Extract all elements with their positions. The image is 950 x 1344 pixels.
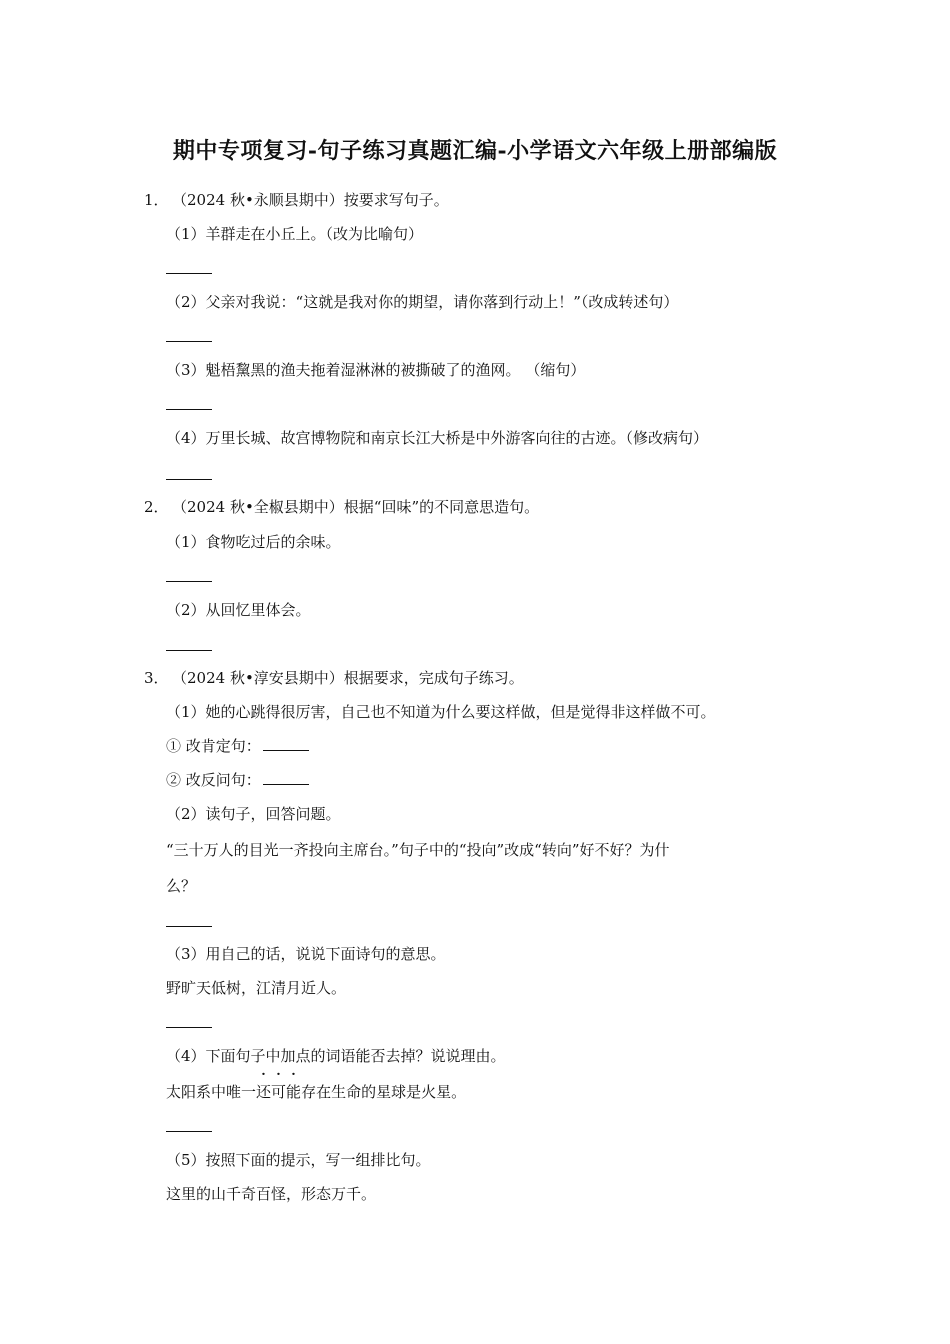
question-3-sub-4: （4）下面句子中加点的词语能否去掉？说说理由。 bbox=[166, 1047, 506, 1065]
emphasized-char: 能 bbox=[286, 1083, 302, 1101]
question-1-stem bbox=[144, 190, 449, 210]
question-3-sub-2: （2）读句子，回答问题。 bbox=[166, 805, 341, 823]
answer-blank[interactable] bbox=[166, 273, 212, 274]
sentence-prefix: 太阳系中唯一 bbox=[166, 1083, 257, 1101]
question-3-sub-3: （3）用自己的话，说说下面诗句的意思。 bbox=[166, 945, 446, 963]
question-3-sub-4-sentence bbox=[166, 1082, 466, 1102]
question-1-sub-4: （4）万里长城、故宫博物院和南京长江大桥是中外游客向往的古迹。（修改病句） bbox=[166, 429, 709, 447]
question-3-stem bbox=[144, 668, 524, 688]
question-3-sub-5: （5）按照下面的提示，写一组排比句。 bbox=[166, 1151, 431, 1169]
question-1-sub-3: （3）魁梧黧黑的渔夫拖着湿淋淋的被撕破了的渔网。 （缩句） bbox=[166, 361, 586, 379]
answer-blank[interactable] bbox=[166, 1027, 212, 1028]
question-2-stem-text: （2024 秋•全椒县期中）根据“回味”的不同意思造句。 bbox=[172, 498, 540, 516]
question-2-sub-1: （1）食物吃过后的余味。 bbox=[166, 533, 341, 551]
question-2-number: 2． bbox=[144, 498, 169, 516]
question-1-number: 1． bbox=[144, 191, 169, 209]
page-title: 期中专项复习-句子练习真题汇编-小学语文六年级上册部编版 bbox=[172, 138, 778, 164]
question-1-sub-1: （1）羊群走在小丘上。（改为比喻句） bbox=[166, 225, 424, 243]
answer-blank[interactable] bbox=[166, 926, 212, 927]
question-3-sub-1b bbox=[166, 770, 309, 790]
question-3-sub-2-line-1: “三十万人的目光一齐投向主席台。”句子中的“投向”改成“转向”好不好？为什 bbox=[166, 841, 670, 859]
answer-blank[interactable] bbox=[263, 750, 309, 751]
question-3-sub-1: （1）她的心跳得很厉害，自己也不知道为什么要这样做，但是觉得非这样做不可。 bbox=[166, 703, 716, 721]
question-3-number: 3． bbox=[144, 669, 169, 687]
question-1-sub-2: （2）父亲对我说：“这就是我对你的期望，请你落到行动上！”（改成转述句） bbox=[166, 293, 679, 311]
question-2-sub-2: （2）从回忆里体会。 bbox=[166, 601, 311, 619]
answer-blank[interactable] bbox=[263, 784, 309, 785]
emphasized-char: 还 bbox=[256, 1083, 272, 1101]
answer-blank[interactable] bbox=[166, 581, 212, 582]
question-3-sub-1a-text: ① 改肯定句： bbox=[166, 737, 261, 755]
answer-blank[interactable] bbox=[166, 479, 212, 480]
question-3-stem-text: （2024 秋•淳安县期中）根据要求，完成句子练习。 bbox=[172, 669, 524, 687]
question-3-sub-1b-text: ② 改反问句： bbox=[166, 771, 261, 789]
answer-blank[interactable] bbox=[166, 650, 212, 651]
question-3-sub-1a bbox=[166, 736, 309, 756]
answer-blank[interactable] bbox=[166, 1131, 212, 1132]
question-3-sub-5-sentence: 这里的山千奇百怪，形态万千。 bbox=[166, 1185, 377, 1203]
question-3-sub-3-poem: 野旷天低树，江清月近人。 bbox=[166, 979, 347, 997]
sentence-suffix: 存在生命的星球是火星。 bbox=[301, 1083, 467, 1101]
question-2-stem bbox=[144, 497, 539, 517]
question-3-sub-2-line-2: 么？ bbox=[166, 877, 197, 895]
question-1-stem-text: （2024 秋•永顺县期中）按要求写句子。 bbox=[172, 191, 449, 209]
answer-blank[interactable] bbox=[166, 409, 212, 410]
emphasized-char: 可 bbox=[271, 1083, 287, 1101]
answer-blank[interactable] bbox=[166, 341, 212, 342]
